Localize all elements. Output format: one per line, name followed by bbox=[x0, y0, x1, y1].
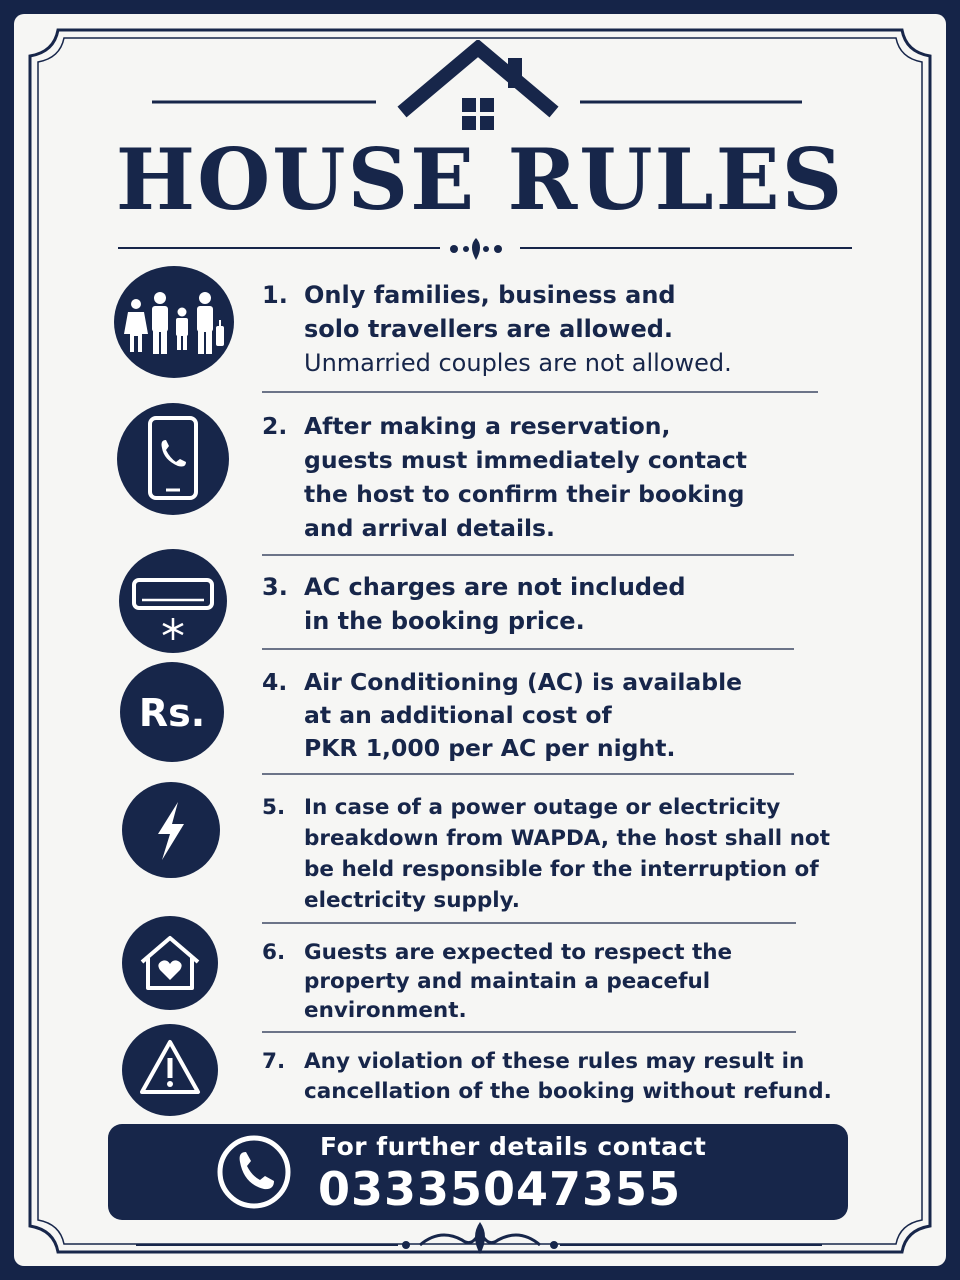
rule-number: 4. bbox=[262, 668, 288, 696]
rule-divider bbox=[262, 922, 796, 924]
rule-3 bbox=[262, 570, 686, 638]
air-conditioner-icon bbox=[118, 548, 228, 654]
rule-line: guests must immediately contact bbox=[304, 446, 747, 474]
rule-7 bbox=[262, 1047, 832, 1107]
rule-number: 7. bbox=[262, 1049, 286, 1074]
rule-line: Only families, business and bbox=[304, 281, 676, 309]
rule-line: Unmarried couples are not allowed. bbox=[304, 349, 732, 377]
rule-line: electricity supply. bbox=[304, 888, 520, 913]
rupee-icon-text: Rs. bbox=[138, 691, 206, 735]
rule-line: Air Conditioning (AC) is available bbox=[304, 668, 743, 696]
rule-divider bbox=[262, 773, 794, 775]
rule-line: After making a reservation, bbox=[304, 412, 671, 440]
rule-line: AC charges are not included bbox=[304, 573, 686, 601]
rule-divider bbox=[262, 554, 794, 556]
rule-line: PKR 1,000 per AC per night. bbox=[304, 734, 676, 762]
rule-2 bbox=[262, 409, 747, 545]
rule-line: Guests are expected to respect the bbox=[304, 940, 733, 965]
rule-number: 3. bbox=[262, 573, 288, 601]
rule-line: environment. bbox=[304, 998, 467, 1023]
rule-line: in the booking price. bbox=[304, 607, 585, 635]
house-roof-icon bbox=[396, 40, 560, 136]
rule-divider bbox=[262, 1031, 796, 1033]
rupee-icon bbox=[120, 662, 224, 762]
rule-line: breakdown from WAPDA, the host shall not bbox=[304, 826, 830, 851]
rule-divider bbox=[262, 648, 794, 650]
rule-1 bbox=[262, 278, 732, 380]
house-heart-icon bbox=[122, 916, 218, 1010]
rule-line: be held responsible for the interruption of bbox=[304, 857, 819, 882]
rule-line: In case of a power outage or electricity bbox=[304, 795, 781, 820]
warning-icon bbox=[122, 1024, 218, 1116]
contact-phone-number[interactable]: 03335047355 bbox=[318, 1162, 682, 1216]
rule-number: 6. bbox=[262, 940, 286, 965]
family-icon bbox=[112, 264, 236, 380]
page-title: HOUSE RULES bbox=[115, 130, 845, 229]
rule-5 bbox=[262, 792, 830, 916]
rule-line: cancellation of the booking without refund. bbox=[304, 1079, 832, 1104]
rule-number: 2. bbox=[262, 412, 288, 440]
smartphone-call-icon bbox=[116, 402, 230, 516]
contact-banner bbox=[108, 1124, 848, 1220]
rule-line: property and maintain a peaceful bbox=[304, 969, 711, 994]
rule-line: and arrival details. bbox=[304, 514, 555, 542]
lightning-bolt-icon bbox=[122, 782, 220, 878]
rule-divider bbox=[262, 391, 818, 393]
rule-4 bbox=[262, 666, 742, 765]
rule-number: 5. bbox=[262, 795, 286, 820]
contact-label: For further details contact bbox=[320, 1132, 707, 1161]
rule-line: the host to confirm their booking bbox=[304, 480, 745, 508]
rule-line: at an additional cost of bbox=[304, 701, 612, 729]
rule-number: 1. bbox=[262, 281, 288, 309]
rule-line: solo travellers are allowed. bbox=[304, 315, 674, 343]
rule-6 bbox=[262, 938, 732, 1025]
rule-line: Any violation of these rules may result in bbox=[304, 1049, 805, 1074]
phone-icon bbox=[214, 1132, 294, 1216]
